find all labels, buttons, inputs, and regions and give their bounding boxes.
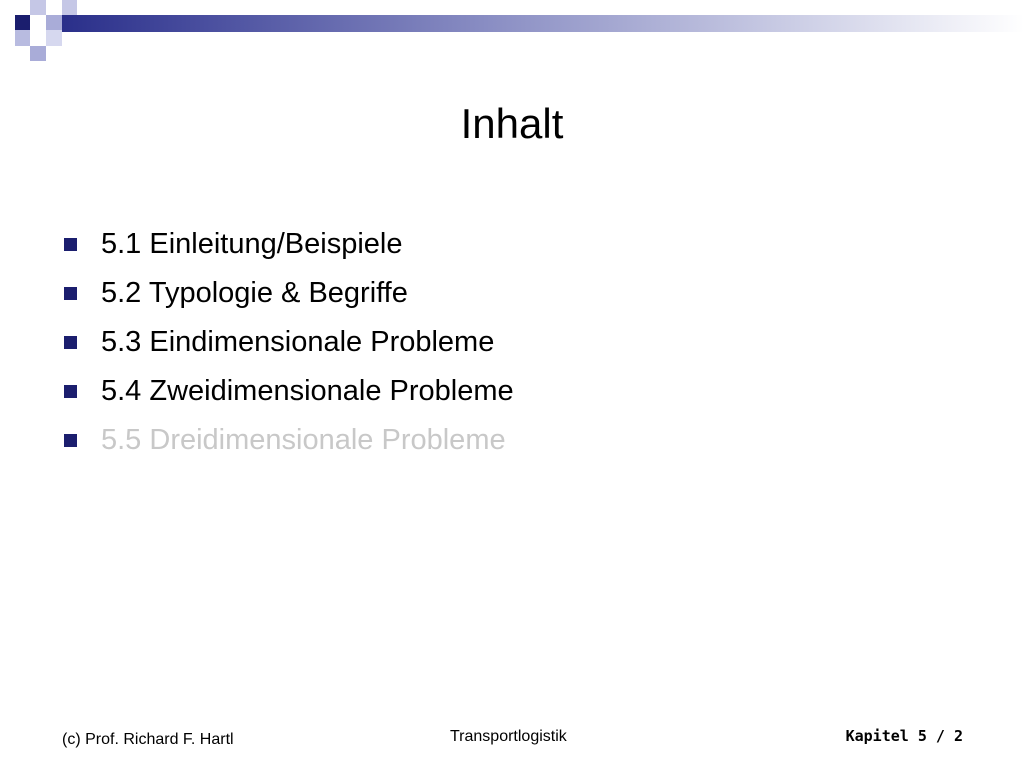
slide-title: Inhalt [460,100,564,147]
bullet-list [64,220,514,465]
square-bullet-icon [64,287,77,300]
bullet-text: 5.5 Dreidimensionale Probleme [101,424,506,456]
bullet-item [64,269,514,318]
footer-author: (c) Prof. Richard F. Hartl [62,731,234,748]
bullet-item [64,318,514,367]
bullet-text: 5.1 Einleitung/Beispiele [101,228,403,260]
decor-square-light [46,30,62,46]
decor-square-light [15,30,30,46]
decor-square-light [62,0,77,15]
square-bullet-icon [64,238,77,251]
footer-page-number: Kapitel 5 / 2 [845,727,963,745]
bullet-item [64,220,514,269]
square-bullet-icon [64,385,77,398]
bullet-text: 5.3 Eindimensionale Probleme [101,326,495,358]
bullet-text: 5.4 Zweidimensionale Probleme [101,375,514,407]
header-gradient-bar [62,15,1024,32]
decor-square-dark [15,15,30,30]
bullet-item-dimmed [64,416,514,465]
decor-square-light [30,0,46,15]
square-bullet-icon [64,434,77,447]
decor-square-light [30,46,46,61]
footer-course: Transportlogistik [450,728,567,745]
decor-square-light [46,15,62,30]
square-bullet-icon [64,336,77,349]
bullet-item [64,367,514,416]
bullet-text: 5.2 Typologie & Begriffe [101,277,408,309]
